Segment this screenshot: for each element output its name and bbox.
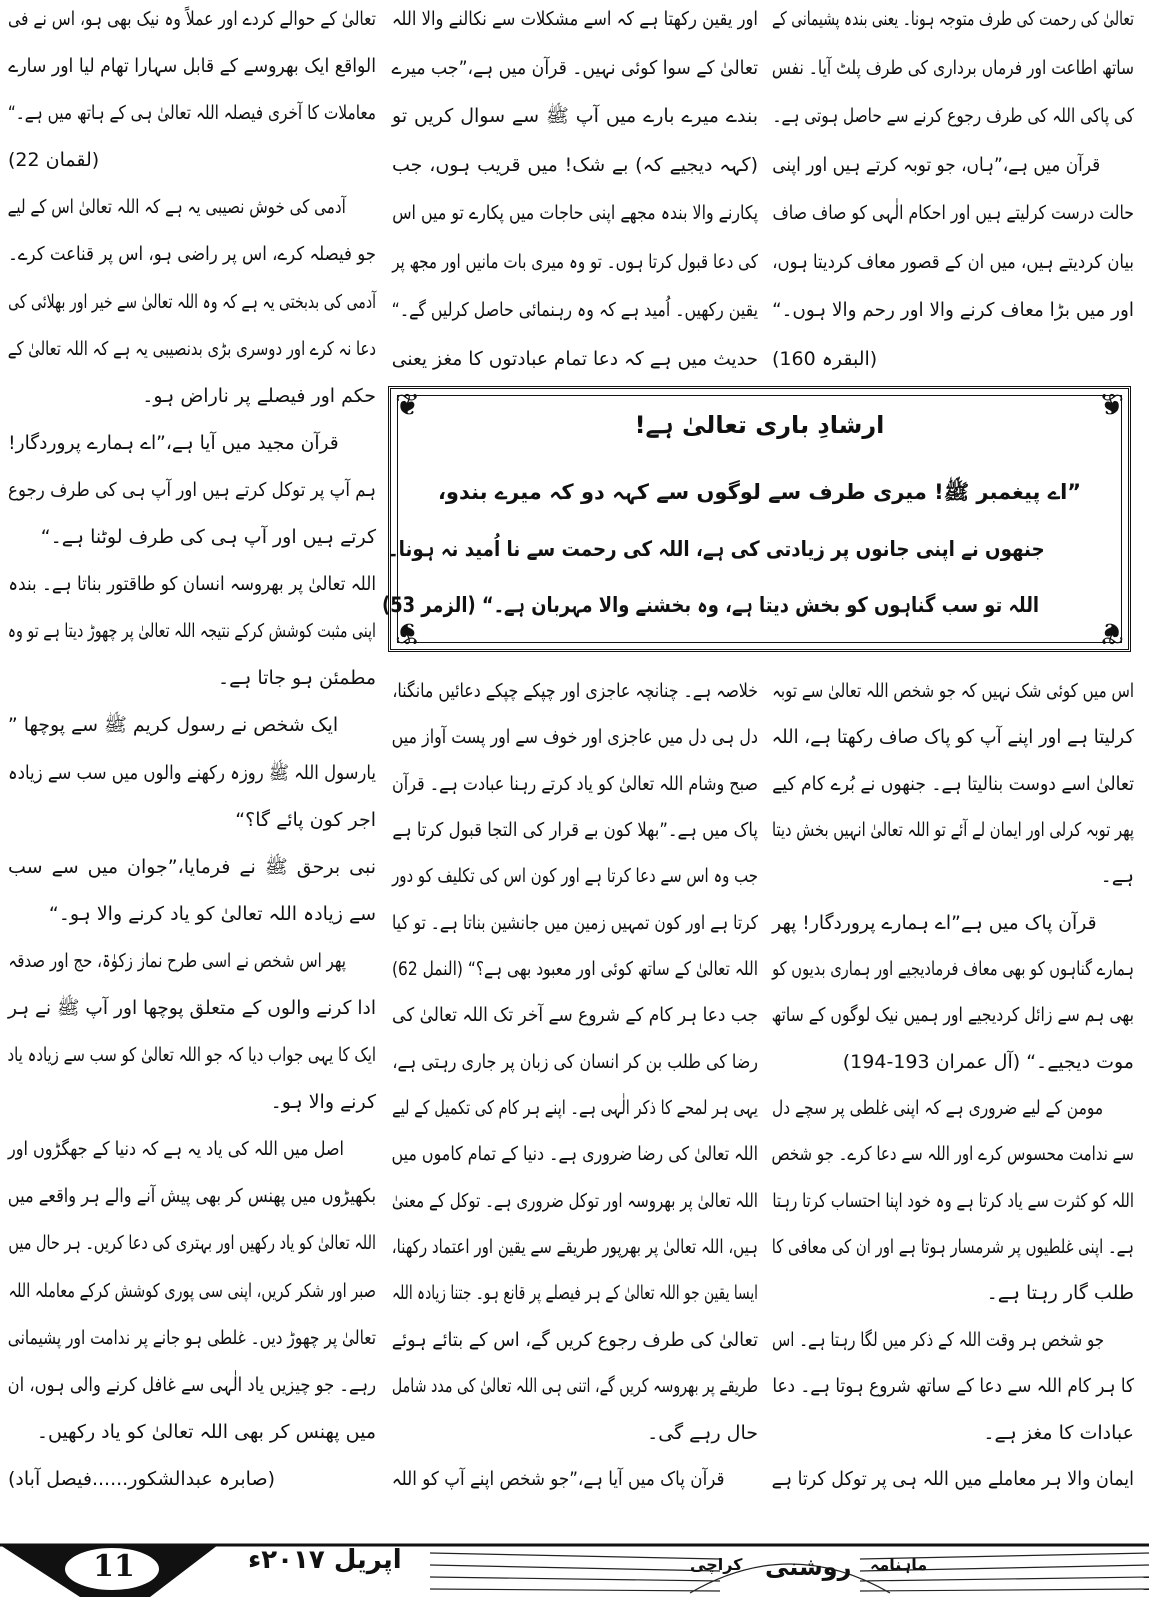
citation: (صابرہ عبدالشکور......فیصل آباد): [8, 1467, 276, 1490]
text-line: قرآن پاک میں ہے”اے ہمارے پروردگار! پھر: [772, 911, 1097, 934]
quote-box: [382, 386, 1131, 652]
issue-date: اپریل ۲۰۱۷ء: [248, 1545, 402, 1575]
text-line: ہے۔ اپنی غلطیوں پر شرمسار ہوتا ہے اور ان کی معافی کا: [771, 1236, 1134, 1259]
text-line: سے ندامت محسوس کرے اور اللہ سے دعا کرے۔ جو شخص: [771, 1143, 1134, 1166]
text-line: (کہہ دیجیے کہ) بے شک! میں قریب ہوں، جب: [392, 153, 758, 176]
text-line: ہمارے گناہوں کو بھی معاف فرمادیجیے اور ہماری بدیوں کو: [772, 958, 1134, 981]
corner-ornament-icon: ❦: [1098, 388, 1124, 423]
text-line: اس میں کوئی شک نہیں کہ جو شخص اللہ تعالیٰ سے توبہ: [772, 680, 1134, 702]
text-line: پاک میں ہے۔”بھلا کون بے قرار کی التجا قبول کرتا ہے: [392, 819, 758, 842]
text-line: مومن کے لیے ضروری ہے کہ اپنی غلطی پر سچے دل: [771, 1097, 1104, 1120]
text-line: نبی برحق ﷺ نے فرمایا،”جوان میں سے سب: [8, 855, 376, 878]
text-line: اپنی مثبت کوشش کرکے نتیجہ اللہ تعالیٰ پر چھوڑ دیتا ہے تو وہ: [7, 620, 376, 643]
text-line: پھر توبہ کرلی اور ایمان لے آئے تو اللہ تعالیٰ انہیں بخش دیتا: [772, 819, 1134, 842]
text-line: قرآن میں ہے،”ہاں، جو توبہ کرتے ہیں اور اپنی: [772, 153, 1101, 176]
text-line: کا ہر کام اللہ سے دعا کے ساتھ شروع ہوتا ہے۔ دعا: [772, 1375, 1134, 1398]
text-line: رہے۔ جو چیزیں یاد الٰہی سے غافل کرنے والی ہوں، ان: [7, 1373, 377, 1396]
text-line: تعالیٰ اسے دوست بنالیتا ہے۔ جنھوں نے بُرے کام کیے: [772, 772, 1134, 795]
text-line: قرآن مجید میں آیا ہے،”اے ہمارے پروردگار!: [8, 431, 339, 454]
text-line: کی دعا قبول کرتا ہوں۔ تو وہ میری بات مانیں اور مجھ پر: [392, 250, 758, 273]
text-line: اصل میں اللہ کی یاد یہ ہے کہ دنیا کے جھگڑوں اور: [7, 1138, 344, 1161]
text-line: جو فیصلہ کرے، اس پر راضی ہو، اس پر قناعت کرے۔: [8, 243, 376, 266]
article-column-left: [8, 4, 376, 1494]
footer-rule-graphic: [0, 1535, 1149, 1600]
text-line: کی پاکی اللہ کی طرف رجوع کرنے سے حاصل ہوتی ہے۔: [772, 105, 1134, 128]
text-line: خلاصہ ہے۔ چنانچہ عاجزی اور چپکے چپکے دعائیں مانگنا،: [392, 680, 758, 702]
corner-ornament-icon: ❦: [395, 615, 421, 650]
text-line: آدمی کی بدبختی یہ ہے کہ وہ اللہ تعالیٰ سے خیر اور بھلائی کی: [8, 290, 377, 313]
text-line: ادا کرنے والوں کے متعلق پوچھا اور آپ ﷺ نے ہر: [7, 996, 376, 1019]
text-line: دعا نہ کرے اور دوسری بڑی بدنصیبی یہ ہے کہ اللہ تعالیٰ کے: [7, 337, 377, 360]
text-line: صبح وشام اللہ تعالیٰ کو یاد کرتے رہنا عبادت ہے۔ قرآن: [392, 772, 758, 795]
text-line: ایک شخص نے رسول کریم ﷺ سے پوچھا ”: [7, 714, 339, 737]
text-line: بیان کردیتے ہیں، میں ان کے قصور معاف کردیتا ہوں،: [772, 250, 1134, 273]
text-line: اللہ تعالیٰ کی رضا ضروری ہے۔ دنیا کے تمام کاموں میں: [391, 1143, 758, 1166]
text-line: رضا کی طلب بن کر انسان کی زبان پر جاری رہتی ہے،: [392, 1050, 758, 1073]
text-line: تعالیٰ کی طرف رجوع کریں گے، اس کے بتائے ہوئے: [391, 1328, 758, 1351]
text-line: ہے۔: [1100, 865, 1134, 888]
text-line: قرآن پاک میں آیا ہے،”جو شخص اپنے آپ کو اللہ: [391, 1467, 725, 1490]
text-line: اللہ تعالیٰ پر بھروسہ اور توکل ضروری ہے۔ توکل کے معنیٰ: [391, 1189, 758, 1212]
text-line: ایک کا یہی جواب دیا کہ جو اللہ تعالیٰ کو سب سے زیادہ یاد: [7, 1044, 377, 1067]
text-line: ایسا یقین جو اللہ تعالیٰ کے ہر فیصلے پر قانع ہو۔ جتنا زیادہ اللہ: [392, 1282, 758, 1305]
text-line: اللہ تعالیٰ کو یاد رکھیں اور بہتری کی دعا کریں۔ ہر حال میں: [8, 1232, 376, 1255]
text-line: کرلیتا ہے اور اپنے آپ کو پاک صاف رکھتا ہے، اللہ: [771, 726, 1134, 749]
text-line: جو شخص ہر وقت اللہ کے ذکر میں لگا رہتا ہے۔ اس: [772, 1328, 1105, 1351]
text-line: سے زیادہ اللہ تعالیٰ کو یاد کرنے والا ہو۔“: [48, 902, 376, 925]
citation: (البقرہ 160): [772, 347, 878, 370]
text-line: جب دعا ہر کام کے شروع سے آخر تک اللہ تعالیٰ کی: [392, 1004, 758, 1027]
text-line: اللہ کو کثرت سے یاد کرتا ہے وہ خود اپنا احتساب کرتا رہتا: [772, 1189, 1134, 1212]
text-line: تعالیٰ پر چھوڑ دیں۔ غلطی ہو جانے پر ندامت اور پشیمانی: [7, 1326, 376, 1349]
text-line: کرنے والا ہو۔: [270, 1091, 376, 1114]
text-line: اور یقین رکھتا ہے کہ اسے مشکلات سے نکالنے والا اللہ: [391, 8, 758, 30]
text-line: طلب گار رہتا ہے۔: [986, 1282, 1134, 1305]
text-line: مطمئن ہو جاتا ہے۔: [217, 667, 376, 690]
text-line: پکارنے والا بندہ مجھے اپنی حاجات میں پکارے تو میں اس: [392, 202, 758, 225]
article-column-right-top: [772, 4, 1134, 374]
text-line: ایمان والا ہر معاملے میں اللہ ہی پر توکل کرتا ہے: [771, 1467, 1134, 1490]
text-line: یقین رکھیں۔ اُمید ہے کہ وہ رہنمائی حاصل کرلیں گے۔“: [391, 299, 758, 322]
article-column-right-bottom: [772, 676, 1134, 1494]
text-line: طریقے پر بھروسہ کریں گے، اتنی ہی اللہ تعالیٰ کی مدد شامل: [391, 1375, 758, 1398]
text-line: ہیں، اللہ تعالیٰ پر بھرپور طریقے سے یقین اور اعتماد رکھنا،: [391, 1236, 758, 1259]
text-line: حالت درست کرلیتے ہیں اور احکام الٰہی کو صاف صاف: [772, 202, 1134, 225]
text-line: حال رہے گی۔: [647, 1421, 758, 1444]
text-line: تعالیٰ کے سوا کوئی نہیں۔ قرآن میں ہے،”جب میرے: [391, 56, 758, 79]
text-line: تعالیٰ کے حوالے کردے اور عملاً وہ نیک بھی ہو، اس نے فی: [8, 8, 377, 30]
text-line: حکم اور فیصلے پر ناراض ہو۔: [142, 384, 376, 407]
corner-ornament-icon: ❦: [1098, 615, 1124, 650]
masthead-city: کراچی: [690, 1555, 743, 1574]
text-line: بکھیڑوں میں پھنس کر بھی پیش آنے والے ہر واقعے میں: [7, 1185, 377, 1208]
quote-box-title: ارشادِ باری تعالیٰ ہے!: [634, 411, 885, 439]
text-line: عبادات کا مغز ہے۔: [983, 1421, 1134, 1444]
text-line: حدیث میں ہے کہ دعا تمام عبادتوں کا مغز یعنی: [391, 347, 758, 370]
text-line: اللہ تعالیٰ پر بھروسہ انسان کو طاقتور بناتا ہے۔ بندہ: [8, 573, 377, 596]
page-footer: [0, 1535, 1149, 1600]
text-line: یہی ہر لمحے کا ذکر الٰہی ہے۔ اپنے ہر کام کی تکمیل کے لیے: [392, 1097, 758, 1120]
text-line: کرتا ہے اور کون تمہیں زمین میں جانشین بناتا ہے۔ تو کیا: [391, 911, 758, 934]
text-line: موت دیجیے۔“ (آل عمران 193-194): [842, 1050, 1134, 1073]
text-line: کرتے ہیں اور آپ ہی کی طرف لوٹنا ہے۔“: [40, 526, 376, 549]
text-line: تعالیٰ کی رحمت کی طرف متوجہ ہونا۔ یعنی بندہ پشیمانی کے: [772, 8, 1134, 30]
text-line: یارسول اللہ ﷺ روزہ رکھنے والوں میں سب سے زیادہ: [7, 761, 376, 784]
text-line: صبر اور شکر کریں، اپنی سی پوری کوشش کرکے معاملہ اللہ: [8, 1279, 376, 1302]
quote-line: اللہ تو سب گناہوں کو بخش دیتا ہے، وہ بخشنے والا مہربان ہے۔“ (الزمر 53): [382, 593, 1040, 617]
article-column-middle-top: [392, 4, 758, 374]
text-line: پھر اس شخص نے اسی طرح نماز زکوٰۃ، حج اور صدقہ: [8, 949, 346, 972]
text-line: دل ہی دل میں عاجزی اور خوف سے اور پست آواز میں: [391, 726, 758, 749]
masthead-prefix: ماہنامہ: [870, 1555, 928, 1574]
text-line: اللہ تعالیٰ کے ساتھ کوئی اور معبود بھی ہے؟“ (النمل 62): [391, 958, 758, 981]
quote-line: جنھوں نے اپنی جانوں پر زیادتی کی ہے، اللہ کی رحمت سے نا اُمید نہ ہونا۔: [387, 537, 1045, 561]
text-line: ساتھ اطاعت اور فرماں برداری کی طرف پلٹ آیا۔ نفس: [771, 56, 1134, 79]
masthead-name: روشنی: [765, 1553, 852, 1581]
corner-ornament-icon: ❦: [395, 388, 421, 423]
quote-line: ”اے پیغمبر ﷺ! میری طرف سے لوگوں سے کہہ دو کہ میرے بندو،: [437, 480, 1082, 504]
text-line: ہم آپ پر توکل کرتے ہیں اور آپ ہی کی طرف رجوع: [8, 478, 376, 501]
text-line: جب وہ اس سے دعا کرتا ہے اور کون اس کی تکلیف کو دور: [392, 865, 758, 888]
text-line: آدمی کی خوش نصیبی یہ ہے کہ اللہ تعالیٰ اس کے لیے: [7, 196, 346, 219]
text-line: میں پھنس کر بھی اللہ تعالیٰ کو یاد رکھیں۔: [36, 1420, 376, 1443]
article-column-middle-bottom: [392, 676, 758, 1494]
text-line: بندے میرے بارے میں آپ ﷺ سے سوال کریں تو: [392, 105, 758, 128]
citation: (لقمان 22): [8, 149, 100, 172]
text-line: معاملات کا آخری فیصلہ اللہ تعالیٰ ہی کے ہاتھ میں ہے۔“: [7, 102, 377, 125]
text-line: الواقع ایک بھروسے کے قابل سہارا تھام لیا اور سارے: [8, 55, 376, 78]
text-line: اجر کون پائے گا؟“: [235, 808, 376, 831]
text-line: بھی ہم سے زائل کردیجیے اور ہمیں نیک لوگوں کے ساتھ: [771, 1004, 1134, 1027]
page-number: 11: [93, 1549, 135, 1584]
text-line: اور میں بڑا معاف کرنے والا اور رحم والا ہوں۔“: [772, 299, 1134, 322]
